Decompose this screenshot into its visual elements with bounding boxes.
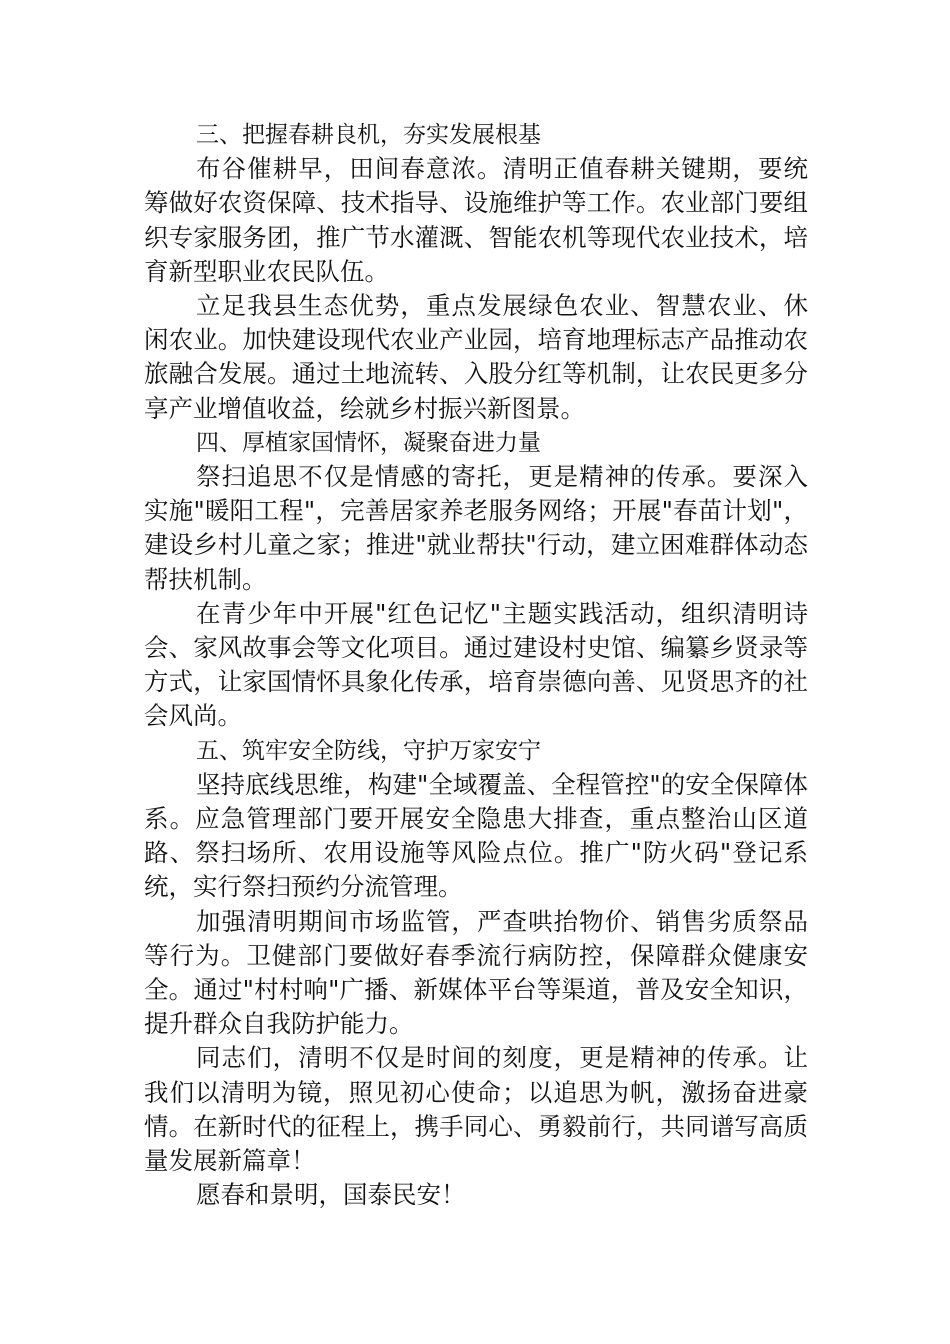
paragraph-red-memory: 在青少年中开展"红色记忆"主题实践活动，组织清明诗会、家风故事会等文化项目。通过建设村史馆、编纂乡贤录等方式，让家国情怀具象化传承，培育崇德向善、见贤思齐的社会风尚。	[144, 598, 808, 731]
paragraph-safety-system: 坚持底线思维，构建"全域覆盖、全程管控"的安全保障体系。应急管理部门要开展安全隐患大排查，重点整治山区道路、祭扫场所、农用设施等风险点位。推广"防火码"登记系统，实行祭扫预约分流管理。	[144, 769, 808, 902]
paragraph-warm-sun-project: 祭扫追思不仅是情感的寄托，更是精神的传承。要深入实施"暖阳工程"，完善居家养老服务网络；开展"春苗计划"，建设乡村儿童之家；推进"就业帮扶"行动，建立困难群体动态帮扶机制。	[144, 462, 808, 594]
paragraph-closing: 同志们，清明不仅是时间的刻度，更是精神的传承。让我们以清明为镜，照见初心使命；以追思为帆，激扬奋进豪情。在新时代的征程上，携手同心、勇毅前行，共同谱写高质量发展新篇章！	[144, 1043, 808, 1176]
paragraph-market-supervision: 加强清明期间市场监管，严查哄抬物价、销售劣质祭品等行为。卫健部门要做好春季流行病防控，保障群众健康安全。通过"村村响"广播、新媒体平台等渠道，普及安全知识，提升群众自我防护能力。	[144, 906, 808, 1039]
paragraph-ecological-agriculture: 立足我县生态优势，重点发展绿色农业、智慧农业、休闲农业。加快建设现代农业产业园，培育地理标志产品推动农旅融合发展。通过土地流转、入股分红等机制，让农民更多分享产业增值收益，绘就乡村振兴新图景。	[144, 291, 808, 423]
section-heading-5: 五、筑牢安全防线，守护万家安宁	[196, 737, 541, 764]
paragraph-wish: 愿春和景明，国泰民安！	[196, 1180, 466, 1210]
section-heading-3: 三、把握春耕良机，夯实发展根基	[196, 122, 541, 148]
document-page	[144, 118, 808, 1213]
paragraph-spring-farming: 布谷催耕早，田间春意浓。清明正值春耕关键期，要统筹做好农资保障、技术指导、设施维护等工作。农业部门要组织专家服务团，推广节水灌溉、智能农机等现代农业技术，培育新型职业农民队伍。	[144, 154, 808, 286]
section-heading-4: 四、厚植家国情怀，凝聚奋进力量	[196, 429, 541, 456]
